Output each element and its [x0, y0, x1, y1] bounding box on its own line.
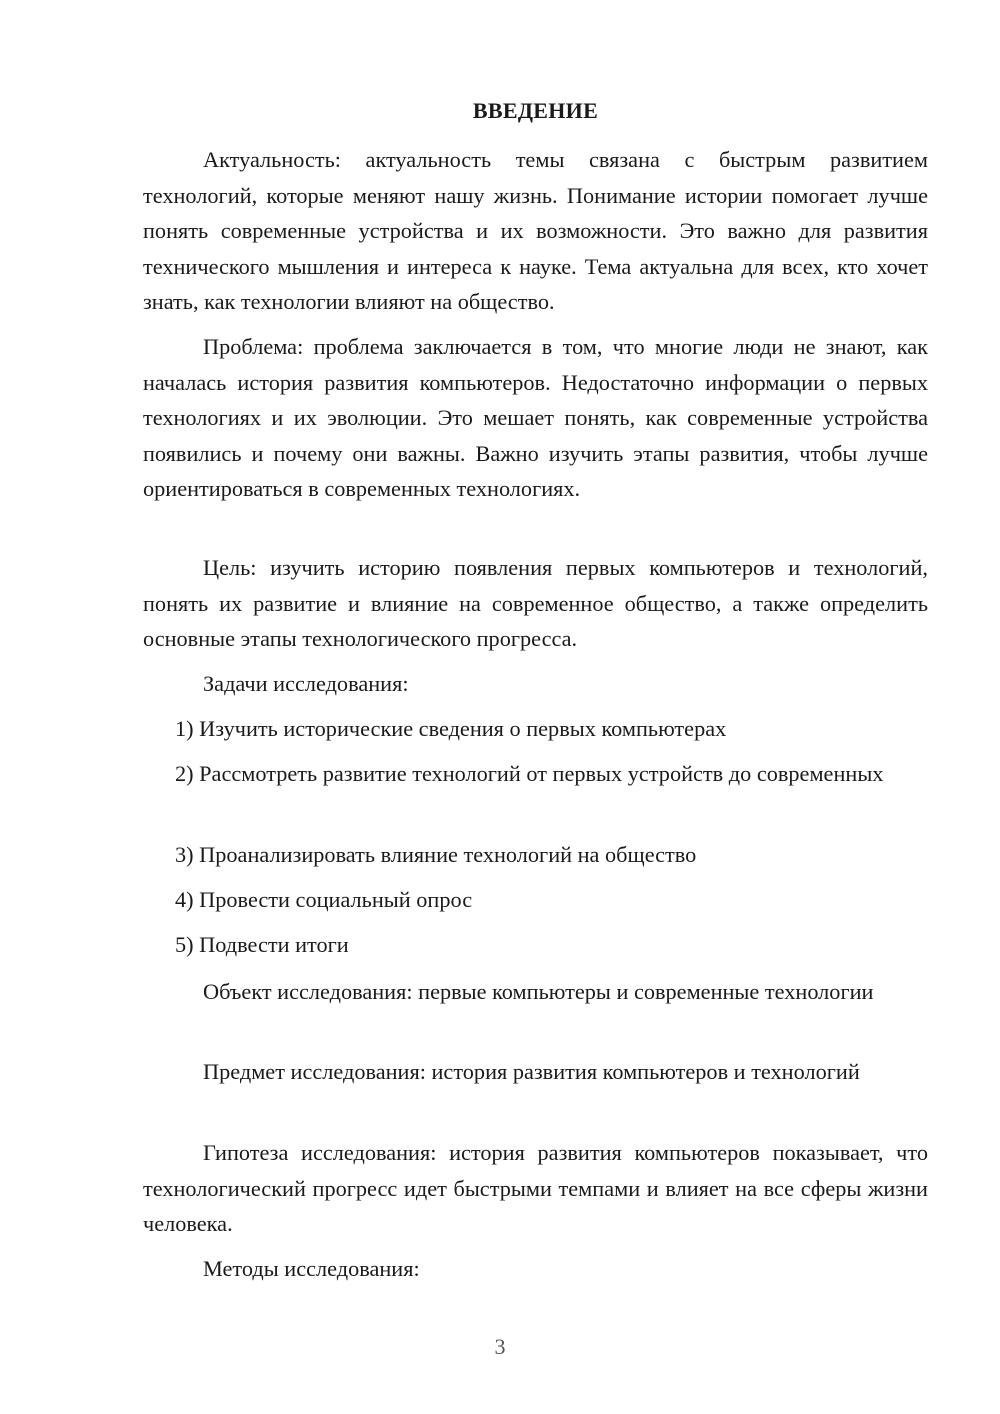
paragraph-relevance: Актуальность: актуальность темы связана с быстрым развитием технологий, которые меняют нашу жизнь. Понимание истории помогает лучше понять современные устройства и их возможности. Это важно для развития технического мышления и интереса к науке. Тема актуальна для всех, кто хочет знать, как технологии влияют на общество.: [143, 147, 928, 314]
list-item-task-4: 4) Провести социальный опрос: [175, 887, 473, 912]
paragraph-subject: Предмет исследования: история развития компьютеров и технологий: [203, 1059, 860, 1084]
paragraph-goal: Цель: изучить историю появления первых компьютеров и технологий, понять их развитие и влияние на современное общество, а также определить основные этапы технологического прогресса.: [143, 555, 928, 651]
page-title: ВВЕДЕНИЕ: [472, 98, 599, 123]
list-item-task-5: 5) Подвести итоги: [175, 932, 349, 957]
list-item-task-2: 2) Рассмотреть развитие технологий от первых устройств до современных: [175, 761, 884, 786]
list-item-task-3: 3) Проанализировать влияние технологий на общество: [175, 842, 697, 867]
paragraph-object: Объект исследования: первые компьютеры и современные технологии: [203, 979, 874, 1004]
paragraph-problem: Проблема: проблема заключается в том, что многие люди не знают, как началась история развития компьютеров. Недостаточно информации о первых технологиях и их эволюции. Это мешает понять, как современные устройства появились и почему они важны. Важно изучить этапы развития, чтобы лучше ориентироваться в современных технологиях.: [143, 334, 928, 501]
paragraph-tasks-heading: Задачи исследования:: [203, 671, 409, 696]
paragraph-hypothesis: Гипотеза исследования: история развития компьютеров показывает, что технологический прогресс идет быстрыми темпами и влияет на все сферы жизни человека.: [143, 1140, 928, 1236]
paragraph-methods: Методы исследования:: [203, 1256, 420, 1281]
document-page: [143, 0, 928, 1414]
page-number: 3: [494, 1334, 506, 1359]
list-item-task-1: 1) Изучить исторические сведения о первых компьютерах: [175, 716, 727, 741]
